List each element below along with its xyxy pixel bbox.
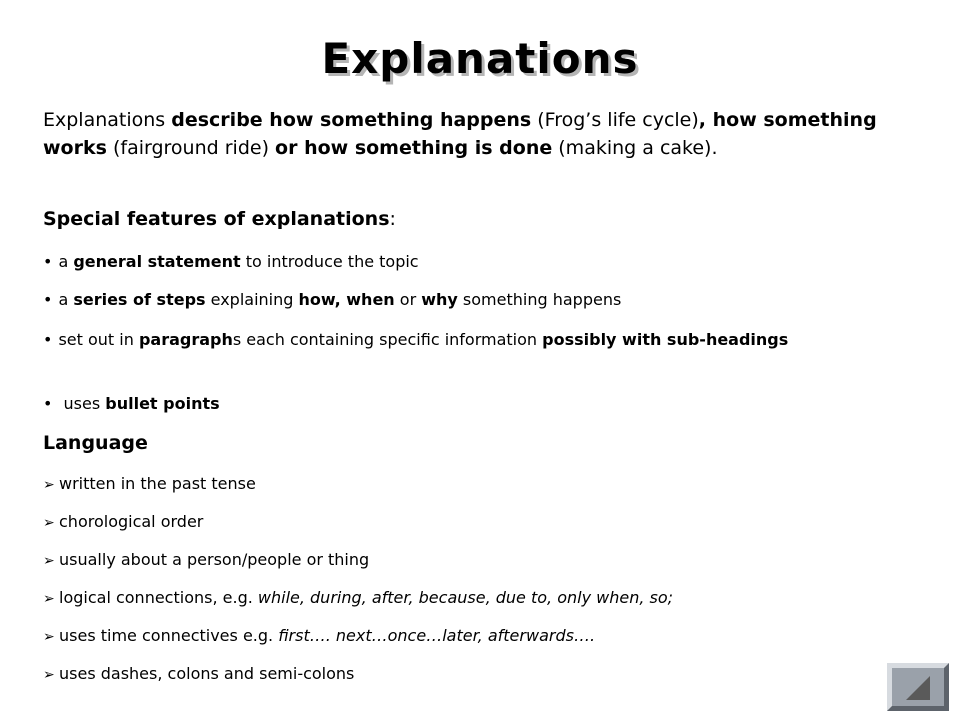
intro-text: (fairground ride) (106, 137, 276, 159)
item-bold: possibly with sub-headings (542, 330, 789, 349)
intro-text: Explanations (43, 109, 172, 131)
item-text: usually about a person/people or thing (59, 550, 370, 569)
feature-item (43, 328, 893, 352)
item-text: uses time connectives e.g. (59, 626, 279, 645)
feature-item (43, 250, 893, 274)
features-heading-text: Special features of explanations (43, 208, 390, 230)
item-bold: why (421, 290, 458, 309)
features-heading-colon: : (389, 208, 396, 230)
language-item (43, 586, 893, 611)
bullet-icon: • (43, 330, 53, 349)
item-italic: while, during, after, because, due to, only when, so; (257, 588, 674, 607)
arrow-bullet-icon: ➢ (43, 629, 55, 645)
triangle-left-icon (904, 674, 932, 702)
item-text: s each containing specific information (232, 330, 543, 349)
item-bold: bullet points (105, 394, 220, 413)
intro-text: (making a cake). (552, 137, 718, 159)
item-bold: series of steps (73, 290, 206, 309)
bullet-icon: • (43, 290, 53, 309)
item-text: set out in (58, 330, 139, 349)
arrow-bullet-icon: ➢ (43, 553, 55, 569)
feature-item (43, 288, 893, 312)
item-text: a (58, 290, 74, 309)
language-item (43, 624, 893, 649)
language-item (43, 662, 893, 687)
intro-bold: , how something works (43, 109, 877, 159)
slide-title: Explanations (321, 34, 639, 83)
features-heading (43, 208, 396, 230)
arrow-bullet-icon: ➢ (43, 667, 55, 683)
bullet-icon: • (43, 252, 53, 271)
item-bold: paragraph (138, 330, 233, 349)
item-text: logical connections, e.g. (59, 588, 258, 607)
intro-bold: or how something is done (275, 137, 553, 159)
language-item (43, 548, 893, 573)
intro-paragraph (43, 106, 893, 162)
item-text: a (58, 252, 74, 271)
item-italic: first…. next…once…later, afterwards…. (278, 626, 596, 645)
bullet-icon: • (43, 394, 53, 413)
feature-item (43, 392, 893, 416)
item-text: something happens (457, 290, 622, 309)
arrow-bullet-icon: ➢ (43, 515, 55, 531)
item-text: written in the past tense (59, 474, 256, 493)
intro-text: (Frog’s life cycle) (531, 109, 699, 131)
item-text: explaining (205, 290, 299, 309)
item-text: uses (58, 394, 106, 413)
item-text: uses dashes, colons and semi-colons (59, 664, 355, 683)
item-text: to introduce the topic (240, 252, 419, 271)
arrow-bullet-icon: ➢ (43, 591, 55, 607)
previous-slide-button[interactable] (887, 663, 949, 711)
language-item (43, 510, 893, 535)
item-text: or (394, 290, 422, 309)
language-heading: Language (43, 432, 148, 454)
item-bold: general statement (73, 252, 241, 271)
item-bold: how, when (298, 290, 395, 309)
arrow-bullet-icon: ➢ (43, 477, 55, 493)
intro-bold: describe how something happens (171, 109, 532, 131)
item-text: chorological order (59, 512, 204, 531)
language-item (43, 472, 893, 497)
